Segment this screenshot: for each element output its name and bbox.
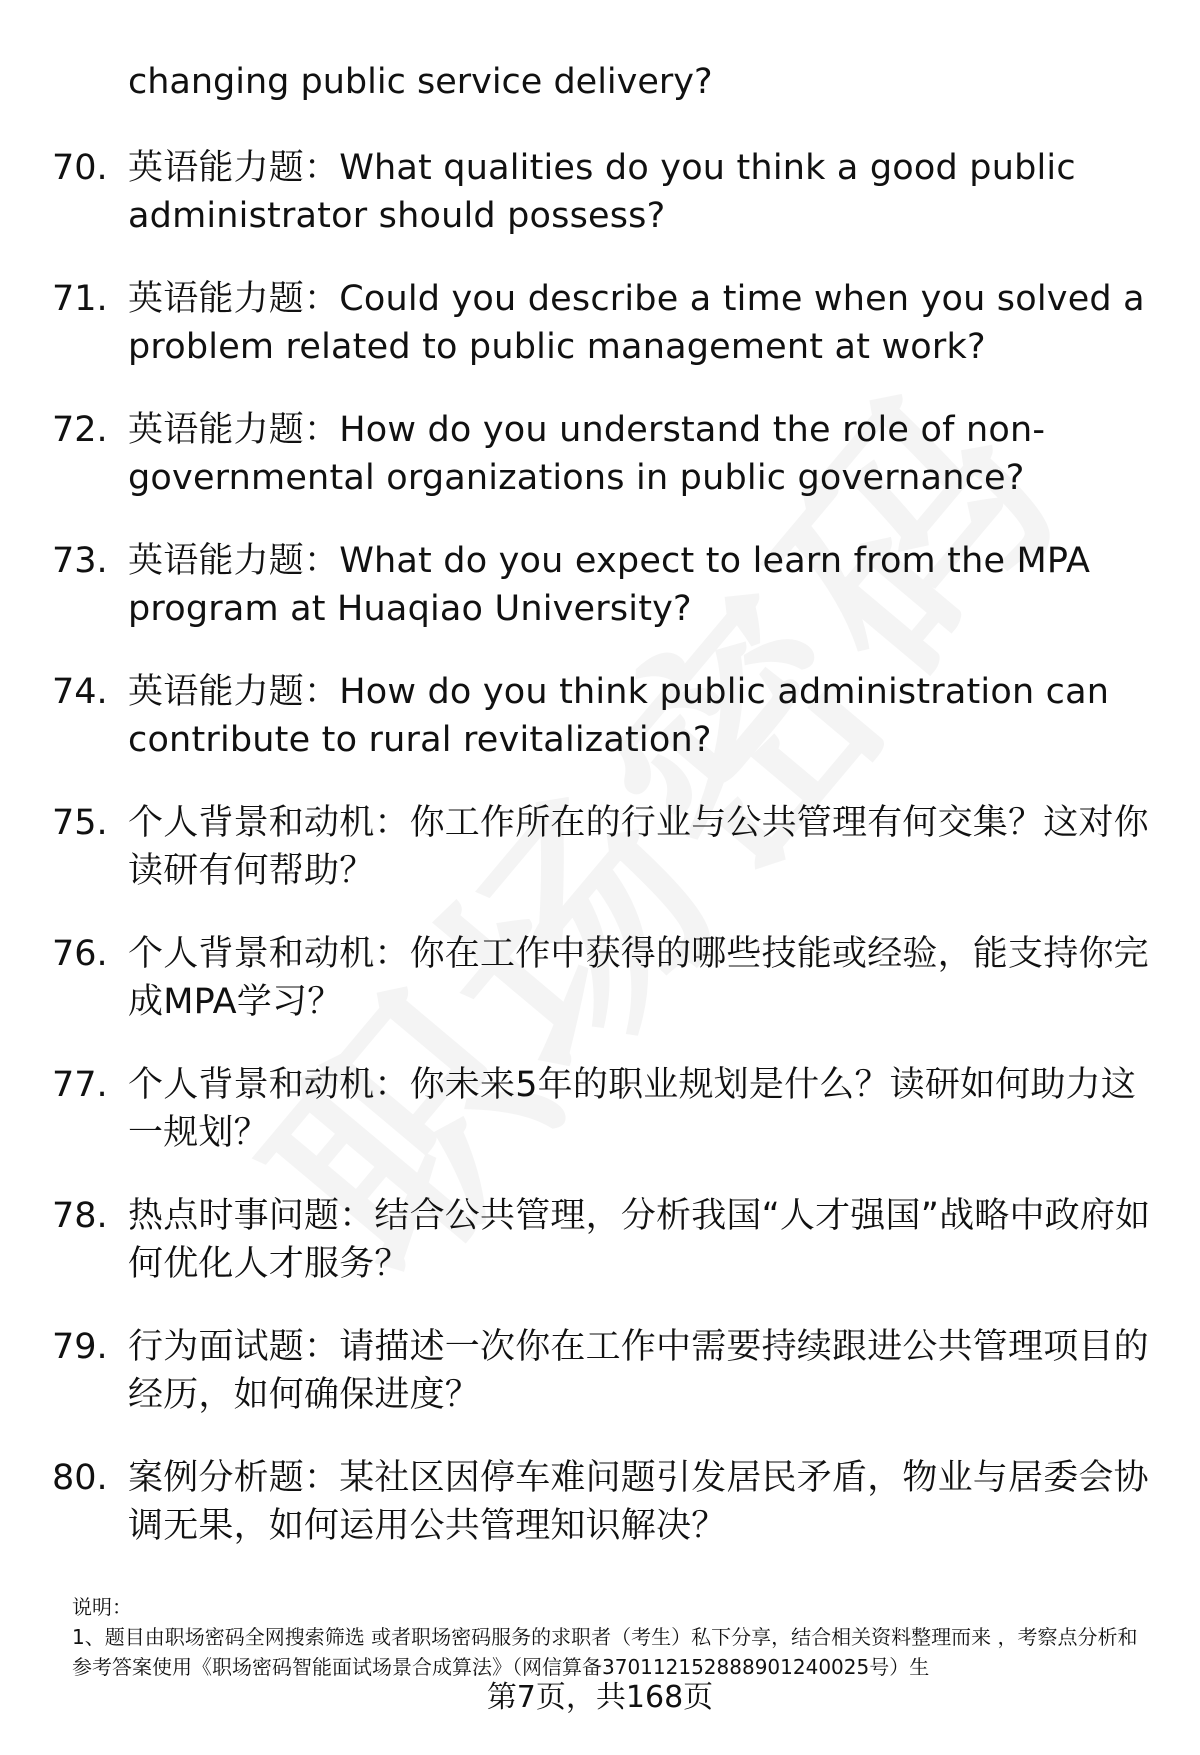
question-item [52,406,1162,537]
question-number: 77. [52,1065,108,1105]
question-text: 案例分析题：某社区因停车难问题引发居民矛盾，物业与居委会协调无果，如何运用公共管理知识解决？ [128,1458,1149,1546]
question-number: 73. [52,541,108,581]
question-item [52,668,1162,799]
question-item [52,799,1162,930]
question-item [52,1061,1162,1192]
question-number: 75. [52,803,108,843]
question-number: 71. [52,279,108,319]
question-item [52,1323,1162,1454]
question-item [52,1454,1162,1585]
question-text: 个人背景和动机：你工作所在的行业与公共管理有何交集？这对你读研有何帮助？ [128,803,1149,891]
question-number: 74. [52,672,108,712]
question-text: 个人背景和动机：你在工作中获得的哪些技能或经验，能支持你完成MPA学习？ [128,934,1149,1022]
question-number: 79. [52,1327,108,1367]
question-text: 英语能力题：What qualities do you think a good public administrator should possess? [128,148,1076,236]
question-number: 80. [52,1458,108,1498]
question-text: 英语能力题：Could you describe a time when you solved a problem related to public management at work? [128,279,1145,367]
notes-line: 1、题目由职场密码全网搜索筛选 或者职场密码服务的求职者（考生）私下分享，结合相关资料整理而来 ，考察点分析和参考答案使用《职场密码智能面试场景合成算法》（网信算备370112152888901240025号）生 [72,1625,1138,1679]
notes-section [72,1592,1152,1682]
question-text: 英语能力题：How do you understand the role of non-governmental organizations in public governance? [128,410,1046,498]
question-text: 英语能力题：How do you think public administration can contribute to rural revitalization? [128,672,1110,760]
question-item [52,930,1162,1061]
question-item [52,275,1162,406]
question-number: 76. [52,934,108,974]
question-text: 英语能力题：What do you expect to learn from the MPA program at Huaqiao University? [128,541,1091,629]
question-list [52,144,1162,1585]
question-text: 热点时事问题：结合公共管理，分析我国“人才强国”战略中政府如何优化人才服务？ [128,1196,1151,1284]
question-number: 70. [52,148,108,188]
question-text: 个人背景和动机：你未来5年的职业规划是什么？读研如何助力这一规划？ [128,1065,1137,1153]
question-number: 78. [52,1196,108,1236]
question-item [52,1192,1162,1323]
notes-heading: 说明： [72,1595,132,1619]
question-item [52,144,1162,275]
question-text: 行为面试题：请描述一次你在工作中需要持续跟进公共管理项目的经历，如何确保进度？ [128,1327,1149,1415]
question-number: 72. [52,410,108,450]
continued-question-text: changing public service delivery? [128,62,713,102]
page-footer: 第7页，共168页 [486,1680,714,1715]
question-item [52,537,1162,668]
